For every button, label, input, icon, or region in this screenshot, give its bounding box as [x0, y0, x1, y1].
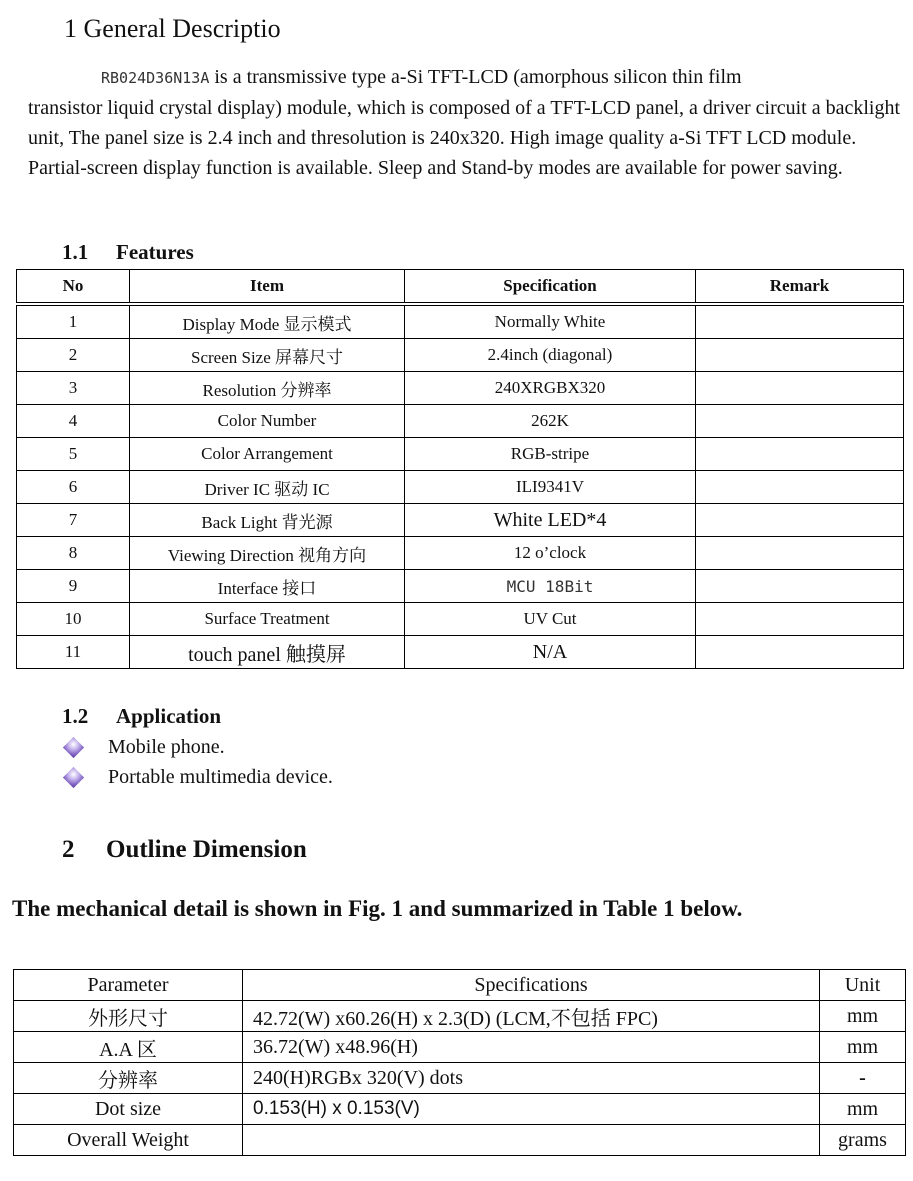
table-row [17, 306, 904, 339]
application-number: 1.2 [62, 704, 89, 728]
header-remark: Remark [696, 270, 904, 303]
table-row [17, 471, 904, 504]
section-2-heading [62, 836, 307, 864]
row-no: 1 [17, 306, 130, 339]
row-item: Display Mode 显示模式 [130, 306, 405, 339]
intro-paragraph [28, 62, 903, 183]
section-1-title: 1 General Descriptio [64, 14, 281, 43]
features-table [16, 269, 904, 669]
table-row [14, 1094, 906, 1125]
intro-line-1: is a transmissive type a-Si TFT-LCD (amorphous silicon thin film [209, 66, 742, 88]
row-remark [696, 636, 904, 669]
row-spec: UV Cut [405, 603, 696, 636]
table-row [14, 1001, 906, 1032]
row-spec: 240XRGBX320 [405, 372, 696, 405]
purple-diamond-bullet-icon [62, 770, 108, 785]
row-parameter: A.A 区 [14, 1032, 243, 1063]
header-parameter: Parameter [14, 970, 243, 1001]
row-no: 10 [17, 603, 130, 636]
table-row [17, 570, 904, 603]
row-spec: N/A [405, 636, 696, 669]
row-item: Interface 接口 [130, 570, 405, 603]
row-specification: 42.72(W) x60.26(H) x 2.3(D) (LCM,不包括 FPC) [243, 1001, 820, 1032]
row-remark [696, 504, 904, 537]
row-no: 8 [17, 537, 130, 570]
row-remark [696, 603, 904, 636]
row-parameter: Overall Weight [14, 1125, 243, 1156]
features-header-row [17, 270, 904, 303]
list-item [62, 762, 333, 792]
application-title: Application [116, 704, 222, 728]
row-spec: RGB-stripe [405, 438, 696, 471]
row-specification: 36.72(W) x48.96(H) [243, 1032, 820, 1063]
row-remark [696, 438, 904, 471]
row-unit: - [820, 1063, 906, 1094]
row-remark [696, 537, 904, 570]
row-item: Screen Size 屏幕尺寸 [130, 339, 405, 372]
row-spec: Normally White [405, 306, 696, 339]
row-spec: 12 o’clock [405, 537, 696, 570]
row-unit: mm [820, 1001, 906, 1032]
table-row [17, 603, 904, 636]
row-item: Color Number [130, 405, 405, 438]
table-row [17, 504, 904, 537]
row-no: 9 [17, 570, 130, 603]
row-item: Surface Treatment [130, 603, 405, 636]
intro-body: transistor liquid crystal display) module, which is composed of a TFT-LCD panel, a driver circuit a backlight unit, The panel size is 2.4 inch and thresolution is 240x320. High image quality a-Si TFT LCD module. Partial-screen display function is available. Sleep and Stand-by modes are available for power saving. [28, 97, 901, 179]
header-unit: Unit [820, 970, 906, 1001]
features-number: 1.1 [62, 240, 89, 264]
row-unit: mm [820, 1032, 906, 1063]
application-item-label: Portable multimedia device. [108, 765, 333, 788]
table-row [14, 1125, 906, 1156]
row-unit: mm [820, 1094, 906, 1125]
row-remark [696, 570, 904, 603]
table-row [17, 372, 904, 405]
table-row [17, 537, 904, 570]
header-item: Item [130, 270, 405, 303]
application-item-label: Mobile phone. [108, 735, 225, 758]
row-unit: grams [820, 1125, 906, 1156]
table-row [14, 1032, 906, 1063]
mechanical-note: The mechanical detail is shown in Fig. 1 and summarized in Table 1 below. [12, 896, 743, 921]
row-remark [696, 339, 904, 372]
row-remark [696, 372, 904, 405]
row-spec: White LED*4 [405, 504, 696, 537]
model-number: RB024D36N13A [101, 69, 210, 87]
features-title: Features [116, 240, 194, 264]
header-no: No [17, 270, 130, 303]
row-parameter: Dot size [14, 1094, 243, 1125]
row-item: Driver IC 驱动 IC [130, 471, 405, 504]
row-spec: 2.4inch (diagonal) [405, 339, 696, 372]
application-heading [62, 704, 221, 729]
features-heading [62, 240, 194, 265]
row-no: 7 [17, 504, 130, 537]
row-item: Color Arrangement [130, 438, 405, 471]
outline-header-row [14, 970, 906, 1001]
row-item: Resolution 分辨率 [130, 372, 405, 405]
row-specification: 0.153(H) x 0.153(V) [243, 1094, 820, 1125]
purple-diamond-bullet-icon [62, 740, 108, 755]
row-no: 5 [17, 438, 130, 471]
row-remark [696, 306, 904, 339]
row-item: Back Light 背光源 [130, 504, 405, 537]
table-row [17, 636, 904, 669]
row-no: 11 [17, 636, 130, 669]
row-spec: 262K [405, 405, 696, 438]
table-row [14, 1063, 906, 1094]
table-row [17, 405, 904, 438]
row-remark [696, 471, 904, 504]
row-parameter: 外形尺寸 [14, 1001, 243, 1032]
outline-dimension-table [13, 969, 906, 1156]
list-item [62, 732, 333, 762]
row-no: 6 [17, 471, 130, 504]
table-row [17, 438, 904, 471]
section-2-number: 2 [62, 836, 75, 863]
header-specifications: Specifications [243, 970, 820, 1001]
row-no: 4 [17, 405, 130, 438]
table-row [17, 339, 904, 372]
row-no: 2 [17, 339, 130, 372]
row-item: touch panel 触摸屏 [130, 636, 405, 669]
header-specification: Specification [405, 270, 696, 303]
row-spec: MCU 18Bit [405, 570, 696, 603]
row-item: Viewing Direction 视角方向 [130, 537, 405, 570]
row-no: 3 [17, 372, 130, 405]
application-list [62, 732, 333, 792]
row-specification: 240(H)RGBx 320(V) dots [243, 1063, 820, 1094]
row-remark [696, 405, 904, 438]
section-2-title: Outline Dimension [106, 836, 307, 863]
row-parameter: 分辨率 [14, 1063, 243, 1094]
row-specification [243, 1125, 820, 1156]
row-spec: ILI9341V [405, 471, 696, 504]
